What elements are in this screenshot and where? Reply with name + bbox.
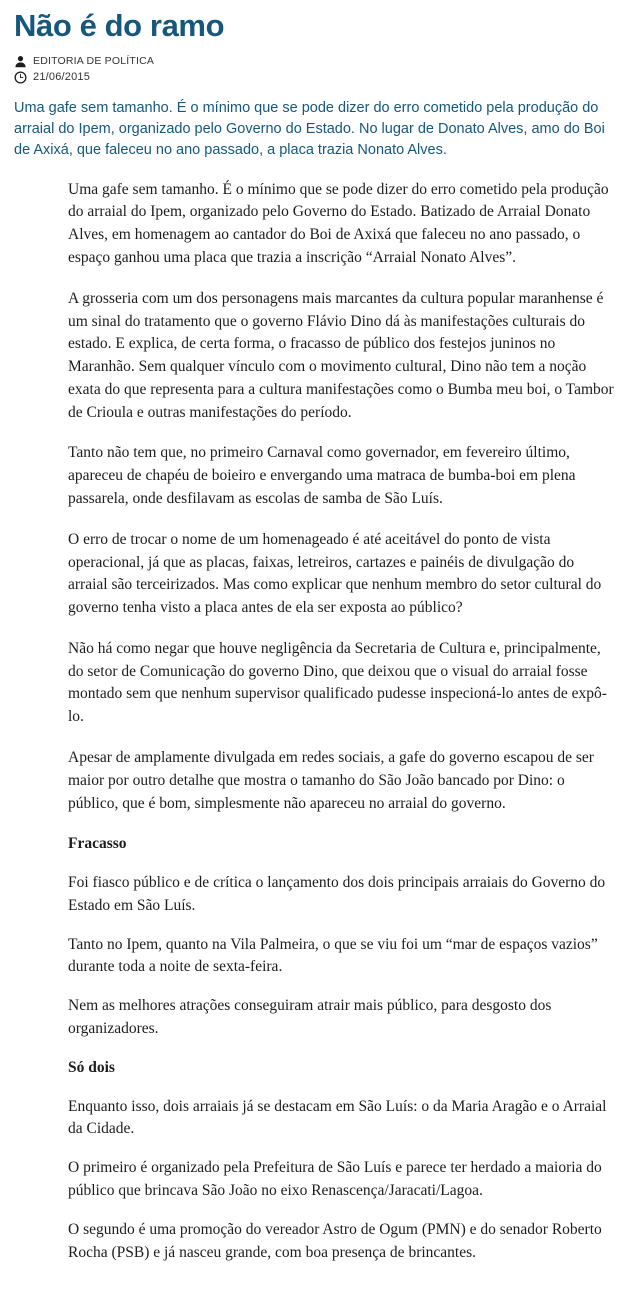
paragraph: Tanto não tem que, no primeiro Carnaval como governador, em fevereiro último, apareceu de chapéu de boieiro e envergando uma matraca de bumba-boi em plena passarela, onde desfilavam as escolas de samba de São Luís. (68, 444, 576, 507)
article-meta (14, 55, 622, 84)
article-body (68, 179, 614, 1265)
paragraph: O segundo é uma promoção do vereador Astro de Ogum (PMN) e do senador Roberto Rocha (PSB) e já nasceu grande, com boa presença de brincantes. (68, 1220, 602, 1261)
paragraph: Apesar de amplamente divulgada em redes sociais, a gafe do governo escapou de ser maior por outro detalhe que mostra o tamanho do São João bancado por Dino: o público, que é bom, simplesmente não apareceu no arraial do governo. (68, 749, 594, 812)
section-subheading: Fracasso (68, 835, 127, 853)
article-lead: Uma gafe sem tamanho. É o mínimo que se pode dizer do erro cometido pela produção do arraial do Ipem, organizado pelo Governo do Estado. No lugar de Donato Alves, amo do Boi de Axixá, que faleceu no ano passado, a placa trazia Nonato Alves. (14, 99, 605, 158)
meta-date: 21/06/2015 (33, 71, 91, 84)
section-subheading: Só dois (68, 1058, 115, 1076)
meta-date-row (14, 71, 622, 84)
paragraph: Uma gafe sem tamanho. É o mínimo que se pode dizer do erro cometido pela produção do arraial do Ipem, organizado pelo Governo do Estado. Batizado de Arraial Donato Alves, em homenagem ao cantador do Boi de Axixá que faleceu no ano passado, o espaço ganhou uma placa que trazia a inscrição “Arraial Nonato Alves”. (68, 180, 609, 266)
meta-author: EDITORIA DE POLÍTICA (33, 55, 155, 68)
page-title: Não é do ramo (14, 8, 225, 43)
clock-icon (14, 71, 27, 84)
meta-author-row (14, 55, 622, 68)
paragraph: A grosseria com um dos personagens mais marcantes da cultura popular maranhense é um sinal do tratamento que o governo Flávio Dino dá às manifestações culturais do estado. E explica, de certa forma, o fracasso de público dos festejos juninos no Maranhão. Sem qualquer vínculo com o movimento cultural, Dino não tem a noção exata do que representa para a cultura manifestações como o Bumba meu boi, o Tambor de Crioula e outras manifestações do período. (68, 289, 614, 421)
paragraph: Tanto no Ipem, quanto na Vila Palmeira, o que se viu foi um “mar de espaços vazios” durante toda a noite de sexta-feira. (68, 935, 598, 976)
paragraph: Enquanto isso, dois arraiais já se destacam em São Luís: o da Maria Aragão e o Arraial da Cidade. (68, 1097, 607, 1138)
paragraph: Nem as melhores atrações conseguiram atrair mais público, para desgosto dos organizadores. (68, 997, 552, 1038)
paragraph: O primeiro é organizado pela Prefeitura de São Luís e parece ter herdado a maioria do público que brincava São João no eixo Renascença/Jaracati/Lagoa. (68, 1159, 602, 1199)
user-icon (14, 55, 27, 68)
paragraph: O erro de trocar o nome de um homenageado é até aceitável do ponto de vista operacional, já que as placas, faixas, letreiros, cartazes e painéis de divulgação do arraial são terceirizados. Mas como explicar que nenhum membro do setor cultural do governo tenha visto a placa antes de ela ser exposta ao público? (68, 530, 602, 617)
paragraph: Foi fiasco público e de crítica o lançamento dos dois principais arraiais do Governo do Estado em São Luís. (68, 874, 606, 914)
paragraph: Não há como negar que houve negligência da Secretaria de Cultura e, principalmente, do setor de Comunicação do governo Dino, que deixou que o visual do arraial fosse montado sem que nenhum supervisor qualificado pudesse inspecioná-lo antes de expô-lo. (68, 639, 607, 726)
